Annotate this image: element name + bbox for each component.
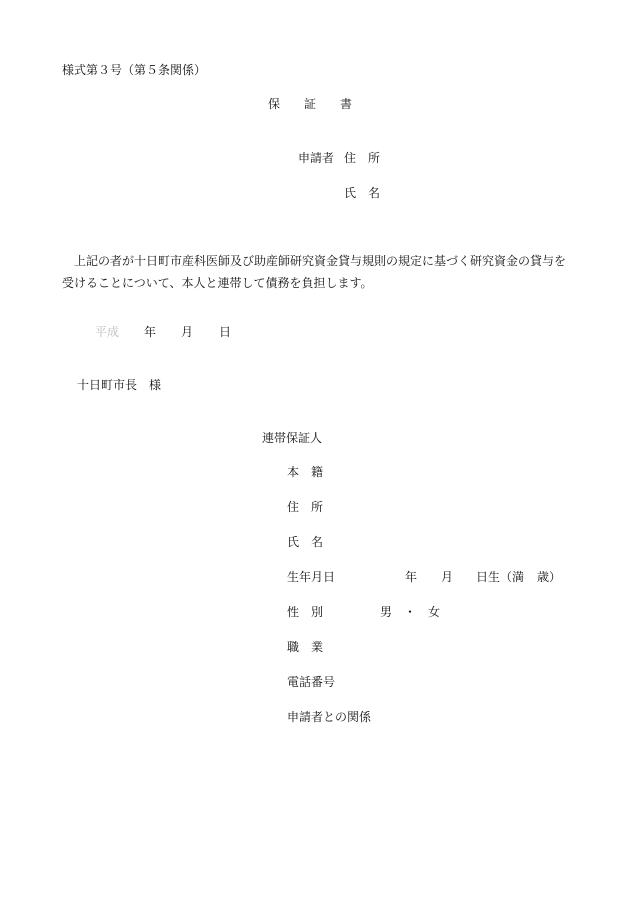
applicant-heading: 申請者 [298,151,335,165]
date-year-label: 年 [144,325,157,339]
guarantor-heading: 連帯保証人 [262,431,323,445]
guarantor-sex-label: 性 別 [287,605,324,619]
date-month-label: 月 [181,325,194,339]
guarantor-name-label: 氏 名 [287,535,324,549]
date-day-label: 日 [219,325,232,339]
document-title: 保 証 書 [268,97,353,111]
guarantor-address-label: 住 所 [287,500,324,514]
guarantee-statement: 上記の者が十日町市産科医師及び助産師研究資金貸与規則の規定に基づく研究資金の貸与を受けることについて、本人と連帯して債務を負担します。 [62,254,567,290]
guarantor-relationship-label: 申請者との関係 [287,710,372,724]
sex-options: 男 ・ 女 [380,605,441,619]
age-close-label: 歳） [537,570,562,584]
applicant-name-label: 氏 名 [344,186,381,200]
birth-day-age-label: 日生（満 [476,570,525,584]
date-era: 平成 [95,325,120,339]
addressee: 十日町市長 様 [77,378,162,392]
birth-month-label: 月 [441,570,454,584]
guarantor-phone-label: 電話番号 [287,675,336,689]
applicant-address-label: 住 所 [344,151,381,165]
guarantor-birthdate-label: 生年月日 [287,570,336,584]
birth-year-label: 年 [405,570,418,584]
form-number: 様式第３号（第５条関係） [62,63,207,77]
guarantor-honseki-label: 本 籍 [287,465,324,479]
guarantor-occupation-label: 職 業 [287,640,324,654]
